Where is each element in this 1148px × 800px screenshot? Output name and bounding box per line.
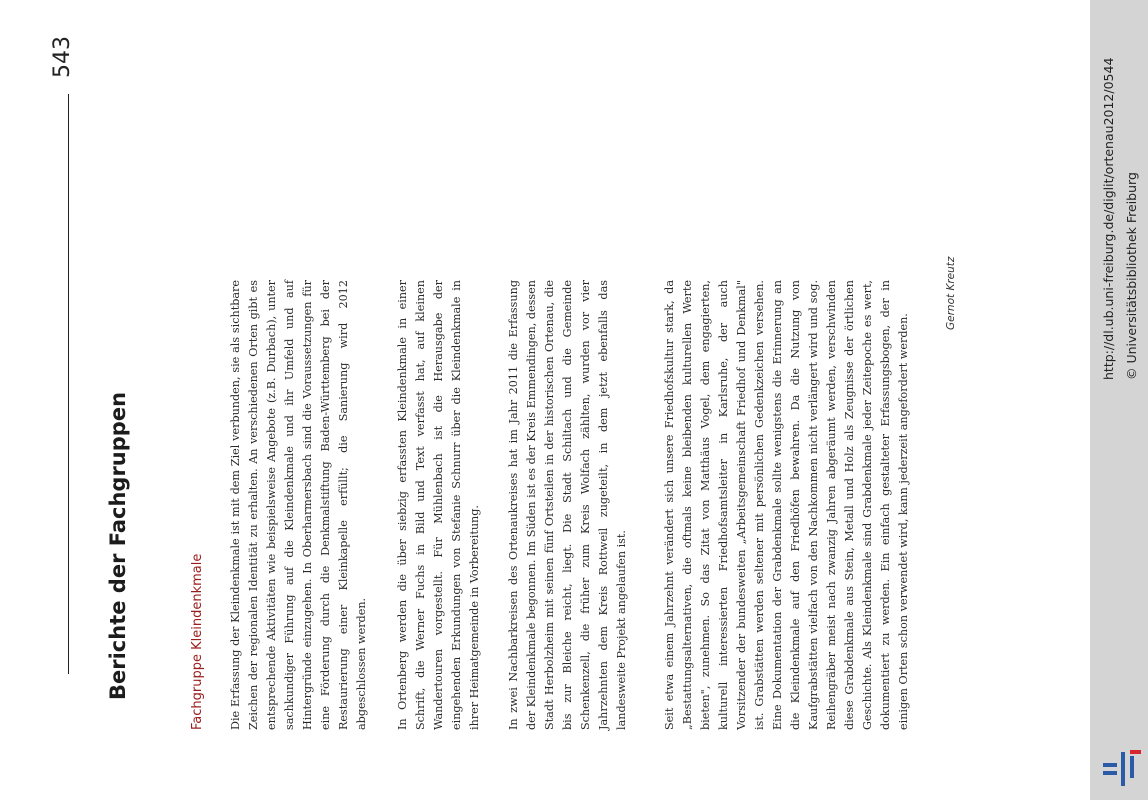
subsection-title: Fachgruppe Kleindenkmale xyxy=(190,553,205,730)
paragraph-4: Seit etwa einem Jahrzehnt verändert sich unsere Friedhofskultur stark, da „Bestattungsalternativen, die oftmals keine bleibenden kulturellen Werte bieten", zunehmen. So das Zitat von Matthäus Vogel, dem engagierten, kulturell interessierten Friedhofsamtsleiter in Karlsruhe, der auch Vorsitzender der bundesweiten „Arbeitsgemeinschaft Friedhof und Denkmal" ist. Grabstätten werden seltener mit persönlichen Gedenkzeichen versehen. Eine Dokumentation der Grabdenkmale sollte wenigstens die Erinnerung an die Kleindenkmale auf den Friedhöfen bewahren. Da die Nutzung von Kaufgrabstätten vielfach von den Nachkommen nicht verlängert wird und sog. Reihengräber meist nach zwanzig Jahren abgeräumt werden, verschwinden diese Grabdenkmale aus Stein, Metall und Holz als Zeugnisse der örtlichen Geschichte. Als Kleindenkmale sind Grabdenkmale jeder Zeitepoche es wert, dokumentiert zu werden. Ein einfach gestalteter Erfassungsbogen, der in einigen Orten schon verwendet wird, kann jederzeit angefordert werden. xyxy=(663,280,910,730)
paragraph-3: In zwei Nachbarkreisen des Ortenaukreises hat im Jahr 2011 die Erfassung der Kleindenkmale begonnen. Im Süden ist es der Kreis Emmendingen, dessen Stadt Herbolzheim mit seinen fünf Ortsteilen in der historischen Ortenau, die bis zur Bleiche reicht, liegt. Die Stadt Schiltach und die Gemeinde Schenkenzell, die früher zum Kreis Wolfach zählten, wurden vor vier Jahrzehnten dem Kreis Rottweil zugeteilt, in dem jetzt ebenfalls das landesweite Projekt angelaufen ist. xyxy=(507,280,628,730)
sidebar xyxy=(1090,0,1148,800)
author-signature: Gernot Kreutz xyxy=(945,256,957,330)
paragraph-2: In Ortenberg werden die über siebzig erfassten Kleindenkmale in einer Schrift, die Werner Fuchs in Bild und Text verfasst hat, auf kleinen Wandertouren vorgestellt. Für Mühlenbach ist die Herausgabe der eingehenden Erkundungen von Stefanie Schnurr über die Kleindenkmale in ihrer Heimatgemeinde in Vorbereitung. xyxy=(396,280,481,730)
paragraph-1: Die Erfassung der Kleindenkmale ist mit dem Ziel verbunden, sie als sichtbare Zeichen der regionalen Identität zu erhalten. An verschiedenen Orten gibt es entsprechende Aktivitäten wie beispielsweise Angebote (z.B. Durbach), unter sachkundiger Führung auf die Kleindenkmale und ihr Umfeld und auf Hintergründe einzugehen. In Oberharmersbach sind die Voraussetzungen für eine Förderung durch die Denkmalstiftung Baden-Württemberg bei der Restaurierung einer Kleinkapelle erfüllt; die Sanierung wird 2012 abgeschlossen werden. xyxy=(229,280,368,730)
section-title: Berichte der Fachgruppen xyxy=(106,391,130,700)
ub-freiburg-logo-icon xyxy=(1100,746,1144,790)
header-rule xyxy=(68,94,69,674)
page-number: 543 xyxy=(50,36,75,78)
source-url-link[interactable]: http://dl.ub.uni-freiburg.de/diglit/ortenau2012/0544 xyxy=(1101,57,1116,380)
copyright-text: © Universitätsbibliothek Freiburg xyxy=(1124,172,1139,380)
